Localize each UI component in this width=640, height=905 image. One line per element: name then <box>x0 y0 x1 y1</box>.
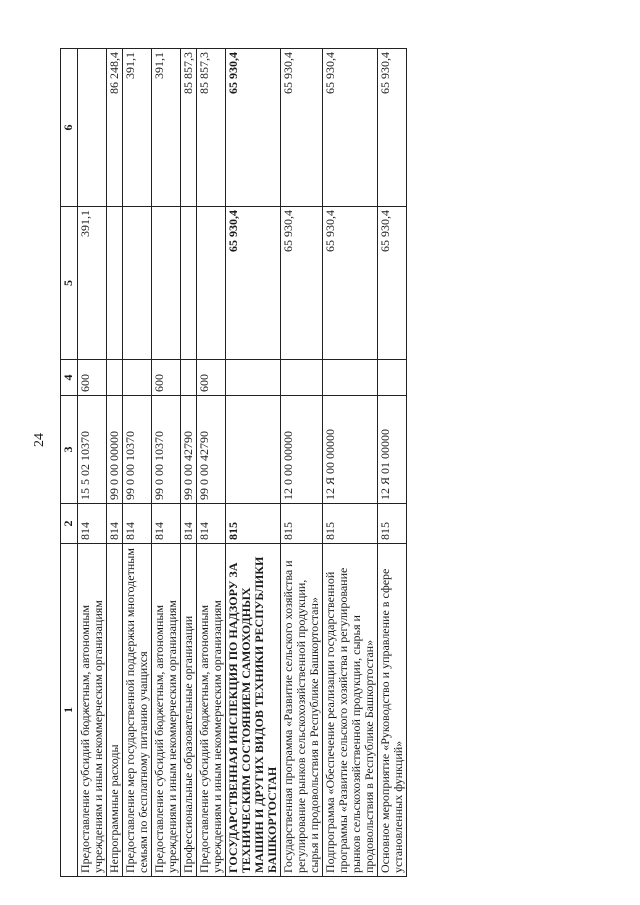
cell-name: Непрограммные расходы <box>107 544 123 877</box>
cell-target-code: 99 0 00 42790 <box>181 396 197 504</box>
table-row <box>323 49 378 877</box>
cell-target-code: 99 0 00 00000 <box>107 396 123 504</box>
cell-ministry-code: 815 <box>226 504 281 544</box>
cell-expense-type <box>323 360 378 396</box>
cell-ministry-code: 814 <box>123 504 152 544</box>
cell-amount-6 <box>78 49 107 207</box>
column-header-4: 4 <box>61 360 78 396</box>
cell-expense-type <box>181 360 197 396</box>
cell-ministry-code: 815 <box>323 504 378 544</box>
table-row <box>281 49 323 877</box>
cell-amount-6: 391,1 <box>152 49 181 207</box>
rotated-table-wrapper <box>60 22 565 887</box>
cell-ministry-code: 814 <box>181 504 197 544</box>
column-header-6: 6 <box>61 49 78 207</box>
cell-ministry-code: 814 <box>152 504 181 544</box>
cell-expense-type: 600 <box>78 360 107 396</box>
cell-expense-type <box>107 360 123 396</box>
cell-amount-6: 86 248,4 <box>107 49 123 207</box>
column-header-1: 1 <box>61 544 78 877</box>
column-header-3: 3 <box>61 396 78 504</box>
cell-amount-5 <box>181 207 197 360</box>
table-row <box>181 49 197 877</box>
cell-expense-type: 600 <box>197 360 226 396</box>
rotated-page-area <box>60 22 565 887</box>
table-row <box>226 49 281 877</box>
cell-expense-type: 600 <box>152 360 181 396</box>
cell-name: Подпрограмма «Обеспечение реализации государственной программы «Развитие сельского хозяйства и регулирование рынков сельскохозяйственной продукции, сырья и продовольствия в Республике Башкортостан» <box>323 544 378 877</box>
cell-ministry-code: 814 <box>197 504 226 544</box>
column-header-5: 5 <box>61 207 78 360</box>
table-header-row <box>61 49 78 877</box>
budget-table <box>60 48 407 877</box>
cell-name: Предоставление мер государственной поддержки многодетным семьям по бесплатному питанию учащихся <box>123 544 152 877</box>
cell-amount-5: 65 930,4 <box>323 207 378 360</box>
cell-amount-6: 85 857,3 <box>197 49 226 207</box>
cell-target-code: 12 Я 00 00000 <box>323 396 378 504</box>
cell-amount-5 <box>152 207 181 360</box>
table-body <box>78 49 407 877</box>
cell-amount-5: 65 930,4 <box>281 207 323 360</box>
cell-name: Профессиональные образовательные организации <box>181 544 197 877</box>
cell-amount-5: 65 930,4 <box>378 207 407 360</box>
cell-name: Основное мероприятие «Руководство и управление в сфере установленных функций» <box>378 544 407 877</box>
table-row <box>378 49 407 877</box>
cell-target-code: 99 0 00 10370 <box>152 396 181 504</box>
cell-amount-6: 65 930,4 <box>378 49 407 207</box>
cell-target-code: 12 Я 01 00000 <box>378 396 407 504</box>
cell-expense-type <box>226 360 281 396</box>
cell-target-code: 12 0 00 00000 <box>281 396 323 504</box>
cell-target-code: 99 0 00 10370 <box>123 396 152 504</box>
cell-name: ГОСУДАРСТВЕННАЯ ИНСПЕКЦИЯ ПО НАДЗОРУ ЗА ТЕХНИЧЕСКИМ СОСТОЯНИЕМ САМОХОДНЫХ МАШИН И ДРУГИХ ВИДОВ ТЕХНИКИ РЕСПУБЛИКИ БАШКОРТОСТАН <box>226 544 281 877</box>
cell-amount-6: 65 930,4 <box>226 49 281 207</box>
cell-amount-6: 65 930,4 <box>281 49 323 207</box>
page-number: 24 <box>32 433 47 447</box>
cell-ministry-code: 815 <box>281 504 323 544</box>
cell-amount-5 <box>197 207 226 360</box>
table-row <box>197 49 226 877</box>
cell-target-code <box>226 396 281 504</box>
cell-expense-type <box>281 360 323 396</box>
cell-ministry-code: 814 <box>107 504 123 544</box>
cell-amount-6: 391,1 <box>123 49 152 207</box>
cell-amount-5 <box>123 207 152 360</box>
cell-amount-6: 85 857,3 <box>181 49 197 207</box>
table-row <box>123 49 152 877</box>
table-row <box>107 49 123 877</box>
cell-ministry-code: 814 <box>78 504 107 544</box>
cell-name: Предоставление субсидий бюджетным, автономным учреждениям и иным некоммерческим организациям <box>197 544 226 877</box>
cell-expense-type <box>123 360 152 396</box>
cell-target-code: 15 5 02 10370 <box>78 396 107 504</box>
column-header-2: 2 <box>61 504 78 544</box>
cell-name: Предоставление субсидий бюджетным, автономным учреждениям и иным некоммерческим организациям <box>78 544 107 877</box>
cell-amount-5: 391,1 <box>78 207 107 360</box>
cell-expense-type <box>378 360 407 396</box>
table-row <box>152 49 181 877</box>
cell-ministry-code: 815 <box>378 504 407 544</box>
cell-target-code: 99 0 00 42790 <box>197 396 226 504</box>
table-row <box>78 49 107 877</box>
cell-amount-5: 65 930,4 <box>226 207 281 360</box>
cell-name: Предоставление субсидий бюджетным, автономным учреждениям и иным некоммерческим организациям <box>152 544 181 877</box>
cell-name: Государственная программа «Развитие сельского хозяйства и регулирование рынков сельскохозяйственной продукции, сырья и продовольствия в Республике Башкортостан» <box>281 544 323 877</box>
cell-amount-5 <box>107 207 123 360</box>
cell-amount-6: 65 930,4 <box>323 49 378 207</box>
